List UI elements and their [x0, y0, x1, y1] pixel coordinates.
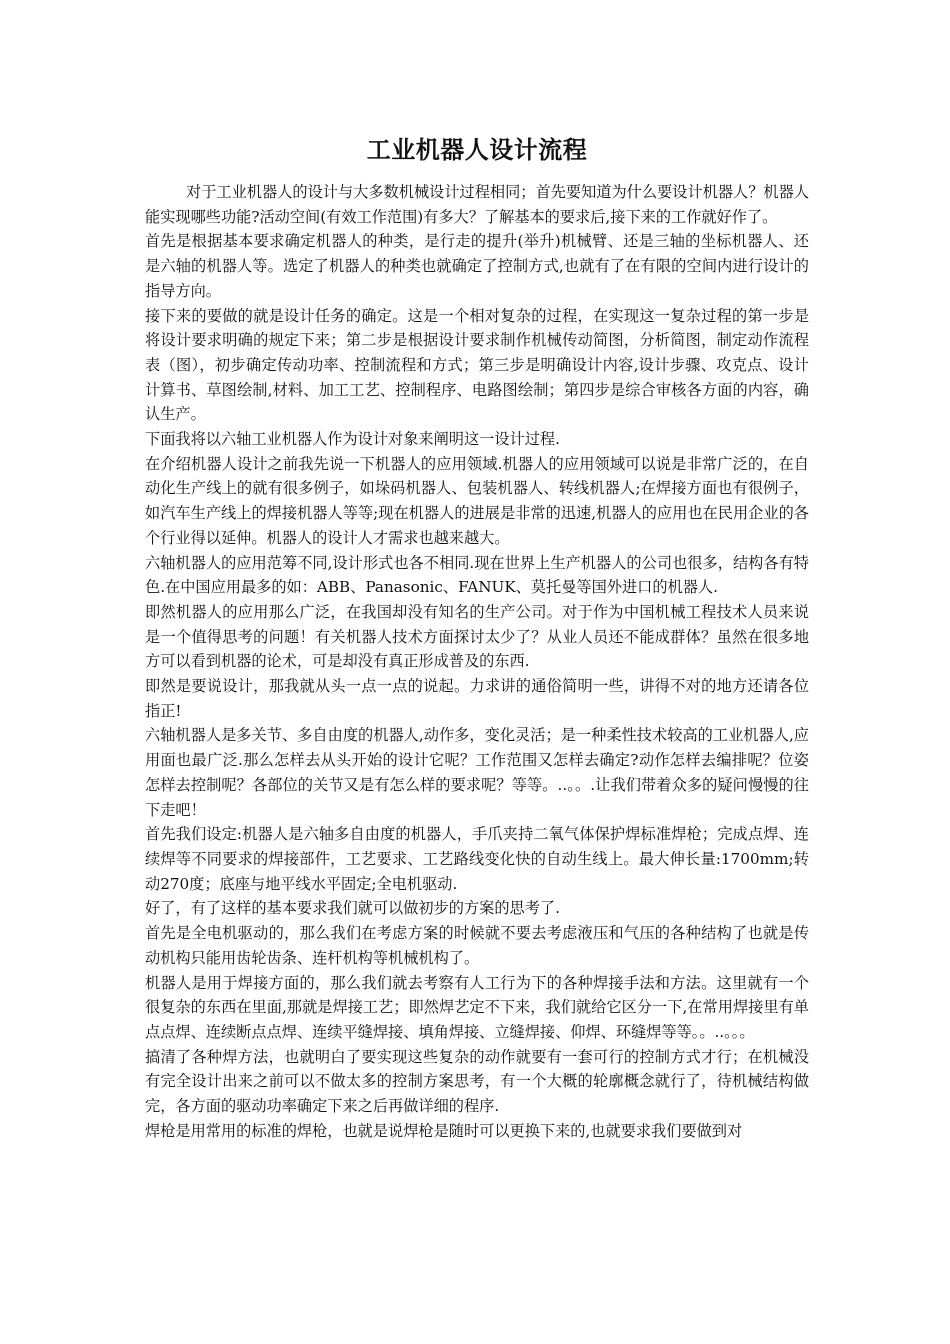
paragraph: 首先我们设定:机器人是六轴多自由度的机器人，手爪夹持二氧气体保护焊标准焊枪；完成点焊、连续焊等不同要求的焊接部件，工艺要求、工艺路线变化快的自动生线上。最大伸长量:1700mm;转动270度；底座与地平线水平固定;全电机驱动. [145, 825, 809, 893]
paragraph: 六轴机器人的应用范筹不同,设计形式也各不相同.现在世界上生产机器人的公司也很多，结构各有特色.在中国应用最多的如：ABB、Panasonic、FANUK、莫托曼等国外进口的机器人. [145, 553, 809, 597]
paragraph: 接下来的要做的就是设计任务的确定。这是一个相对复杂的过程，在实现这一复杂过程的第一步是将设计要求明确的规定下来；第二步是根据设计要求制作机械传动简图，分析简图，制定动作流程表（图），初步确定传动功率、控制流程和方式；第三步是明确设计内容,设计步骤、攻克点、设计计算书、草图绘制,材料、加工工艺、控制程序、电路图绘制；第四步是综合审核各方面的内容，确认生产。 [145, 306, 809, 424]
paragraph: 搞清了各种焊方法，也就明白了要实现这些复杂的动作就要有一套可行的控制方式才行；在机械没有完全设计出来之前可以不做太多的控制方案思考，有一个大概的轮廓概念就行了，待机械结构做完，各方面的驱动功率确定下来之后再做详细的程序. [145, 1047, 809, 1116]
paragraph: 六轴机器人是多关节、多自由度的机器人,动作多，变化灵活；是一种柔性技术较高的工业机器人,应用面也最广泛.那么怎样去从头开始的设计它呢？工作范围又怎样去确定?动作怎样去编排呢？位姿怎样去控制呢？各部位的关节又是有怎么样的要求呢？等等。..。。.让我们带着众多的疑问慢慢的往下走吧！ [145, 726, 809, 819]
paragraph: 首先是根据基本要求确定机器人的种类，是行走的提升(举升)机械臂、还是三轴的坐标机器人、还是六轴的机器人等。选定了机器人的种类也就确定了控制方式,也就有了在有限的空间内进行设计的指导方向。 [145, 232, 809, 300]
document-title: 工业机器人设计流程 [366, 135, 588, 164]
paragraph: 首先是全电机驱动的，那么我们在考虑方案的时候就不要去考虑液压和气压的各种结构了也就是传动机构只能用齿轮齿条、连杆机构等机械机构了。 [145, 924, 809, 967]
paragraph-intro: 对于工业机器人的设计与大多数机械设计过程相同；首先要知道为什么要设计机器人？机器人能实现哪些功能?活动空间(有效工作范围)有多大？了解基本的要求后,接下来的工作就好作了。 [145, 183, 809, 226]
paragraph: 下面我将以六轴工业机器人作为设计对象来阐明这一设计过程. [145, 430, 560, 449]
paragraph: 即然机器人的应用那么广泛，在我国却没有知名的生产公司。对于作为中国机械工程技术人员来说是一个值得思考的问题！有关机器人技术方面探讨太少了？从业人员还不能成群体？虽然在很多地方可以看到机器的论术，可是却没有真正形成普及的东西. [145, 602, 809, 671]
document-page [145, 128, 809, 1143]
paragraph: 机器人是用于焊接方面的，那么我们就去考察有人工行为下的各种焊接手法和方法。这里就有一个很复杂的东西在里面,那就是焊接工艺；即然焊艺定不下来，我们就给它区分一下,在常用焊接里有单点点焊、连续断点点焊、连续平缝焊接、填角焊接、立缝焊接、仰焊、环缝焊等等。。..。。。 [145, 973, 809, 1041]
paragraph: 好了，有了这样的基本要求我们就可以做初步的方案的思考了. [145, 899, 560, 918]
paragraph: 焊枪是用常用的标准的焊枪，也就是说焊枪是随时可以更换下来的,也就要求我们要做到对 [145, 1121, 743, 1140]
paragraph: 即然是要说设计，那我就从头一点一点的说起。力求讲的通俗简明一些，讲得不对的地方还请各位指正! [145, 677, 809, 720]
paragraph: 在介绍机器人设计之前我先说一下机器人的应用领域.机器人的应用领域可以说是非常广泛的，在自动化生产线上的就有很多例子，如垛码机器人、包装机器人、转线机器人;在焊接方面也有很例子，如汽车生产线上的焊接机器人等等;现在机器人的进展是非常的迅速,机器人的应用也在民用企业的各个行业得以延伸。机器人的设计人才需求也越来越大。 [145, 454, 809, 547]
